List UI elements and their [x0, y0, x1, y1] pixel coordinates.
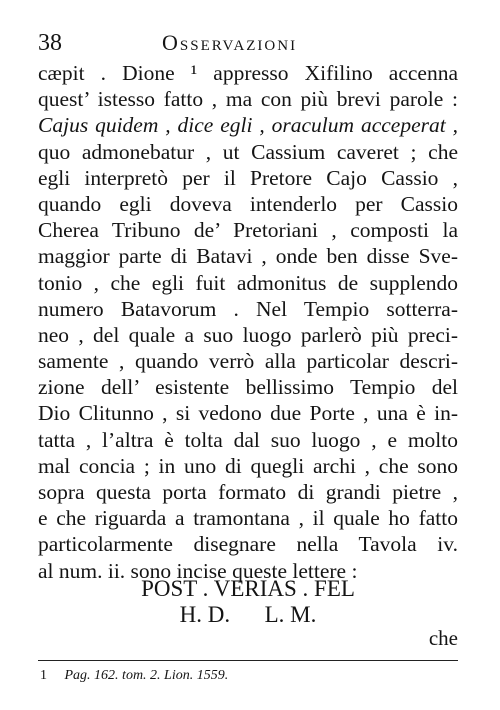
- inscription-line-1: POST . VERIAS . FEL: [141, 576, 355, 601]
- body-line: quo admonebatur , ut Cassium caveret ; che: [38, 139, 458, 164]
- body-line: tonio , che egli fuit admonitus de supplendo: [38, 270, 458, 295]
- body-line: neo , del quale a suo luogo parlerò più preci-: [38, 322, 458, 347]
- body-line: samente , quando verrò alla particolar descri-: [38, 349, 458, 374]
- body-line: cæpit . Dione ¹ appresso Xifilino accenna: [38, 61, 458, 85]
- body-line: Cherea Tribuno de’ Pretoriani , composti la: [38, 218, 458, 243]
- catchword: che: [428, 626, 458, 650]
- body-line: Dio Clitunno , si vedono due Porte , una è in-: [38, 401, 458, 426]
- page-header: [38, 28, 458, 60]
- body-line: quando egli doveva intenderlo per Cassio: [38, 191, 458, 216]
- running-title: Osservazioni: [162, 30, 298, 55]
- body-line: e che riguarda a tramontana , il quale ho fatto: [38, 506, 458, 531]
- inscription-line-2: H. D. L. M.: [179, 602, 317, 627]
- body-line: numero Batavorum . Nel Tempio sotterra-: [38, 296, 458, 321]
- page-number: 38: [38, 30, 62, 56]
- body-line: quest’ istesso fatto , ma con più brevi parole :: [38, 87, 458, 112]
- body-line: sopra questa porta formato di grandi pietre ,: [38, 480, 458, 504]
- body-line: particolarmente disegnare nella Tavola iv.: [38, 532, 458, 557]
- body-line: tatta , l’altra è tolta dal suo luogo , e molto: [38, 427, 458, 452]
- footnote-text: Pag. 162. tom. 2. Lion. 1559.: [64, 668, 229, 683]
- body-line: egli interpretò per il Pretore Cajo Cassio ,: [38, 165, 458, 190]
- body-line: mal concia ; in uno di quegli archi , che sono: [38, 453, 458, 478]
- body-text: [38, 60, 458, 584]
- body-line: maggior parte di Batavi , onde ben disse Sve-: [38, 244, 458, 269]
- body-line: al num. ii. sono incise queste lettere :: [38, 558, 358, 583]
- footnote-divider: [38, 660, 458, 661]
- footnote: [40, 668, 228, 684]
- body-line: zione dell’ esistente bellissimo Tempio del: [38, 375, 458, 400]
- footnote-marker: 1: [40, 668, 47, 683]
- body-line: Cajus quidem , dice egli , oraculum acceperat ,: [38, 113, 458, 138]
